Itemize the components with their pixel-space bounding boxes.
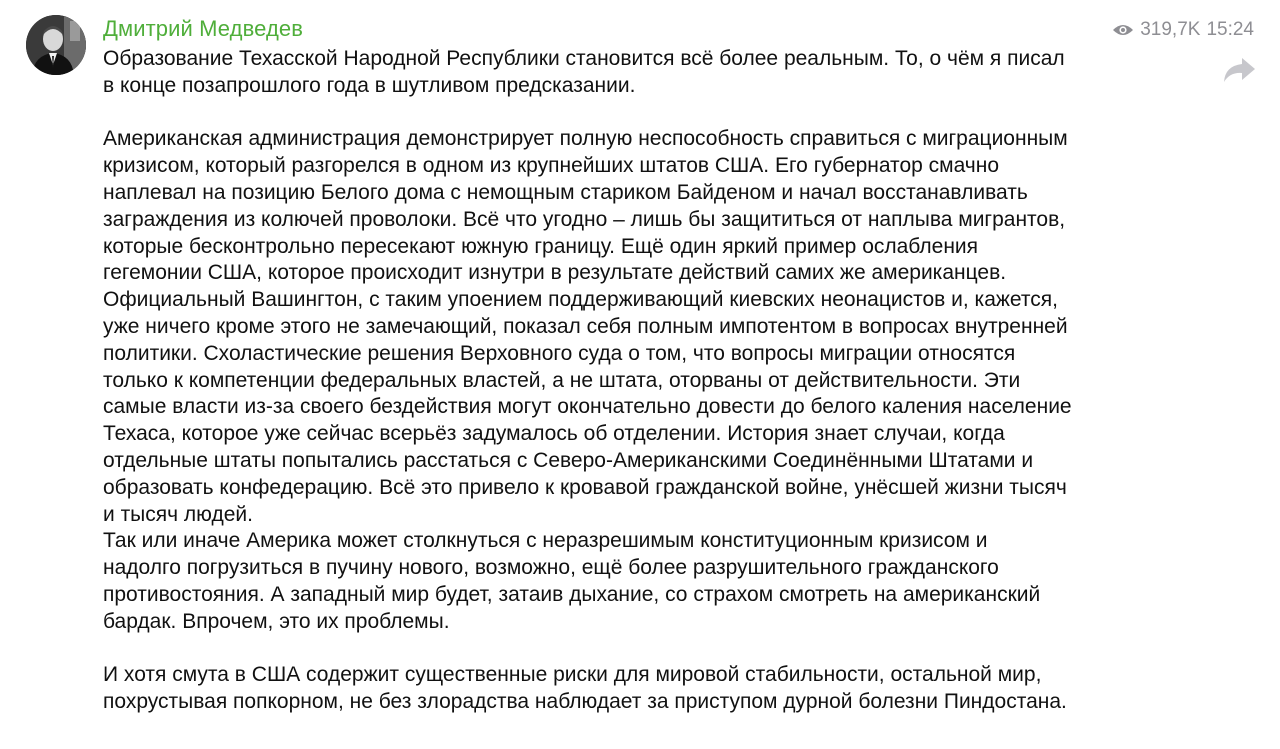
avatar-portrait-icon — [26, 15, 86, 75]
author-name[interactable]: Дмитрий Медведев — [103, 16, 304, 41]
post-meta — [1112, 17, 1254, 43]
view-count: 319,7K — [1140, 19, 1201, 40]
post-time: 15:24 — [1206, 19, 1254, 40]
author-avatar[interactable] — [26, 15, 86, 75]
paragraph: Так или иначе Америка может столкнуться с неразрешимым конституционным кризисом и надолго погрузиться в пучину нового, возможно, ещё более разрушительного гражданского противостояния. А западный мир будет, затаив дыхание, со страхом смотреть на американский бардак. Впрочем, это их проблемы. — [103, 529, 1041, 633]
paragraph: И хотя смута в США содержит существенные риски для мировой стабильности, остальной мир, похрустывая попкорном, не без злорадства наблюдает за приступом дурной болезни Пиндостана. — [103, 663, 1067, 714]
paragraph-spacer — [103, 100, 1183, 127]
paragraph: Американская администрация демонстрирует полную неспособность справиться с миграционным кризисом, который разгорелся в одном из крупнейших штатов США. Его губернатор смачно наплевал на позицию Белого дома с немощным стариком Байденом и начал восстанавливать заграждения из колючей проволоки. Всё что угодно – лишь бы защититься от наплыва мигрантов, которые бесконтрольно пересекают южную границу. Ещё один яркий пример ослабления гегемонии США, которое происходит изнутри в результате действий самих же американцев. Официальный Вашингтон, с таким упоением поддерживающий киевских неонацистов и, кажется, уже ничего кроме этого не замечающий, показал себя полным импотентом в вопросах внутренней политики. Схоластические решения Верховного суда о том, что вопросы миграции относятся только к компетенции федеральных властей, а не штата, оторваны от действительности. Эти самые власти из-за своего бездействия могут окончательно довести до белого каления население Техаса, которое уже сейчас всерьёз задумалось об отделении. История знает случаи, когда отдельные штаты попытались расстаться с Северо-Американскими Соединёнными Штатами и образовать конфедерацию. Всё это привело к кровавой гражданской войне, унёсшей жизни тысяч и тысяч людей. — [103, 127, 1072, 526]
paragraph-spacer — [103, 636, 1183, 663]
eye-icon — [1112, 23, 1134, 37]
paragraph: Образование Техасской Народной Республики становится всё более реальным. То, о чём я писал в конце позапрошлого года в шутливом предсказании. — [103, 47, 1065, 97]
share-arrow-icon[interactable] — [1222, 56, 1256, 84]
post-text — [103, 46, 1183, 716]
